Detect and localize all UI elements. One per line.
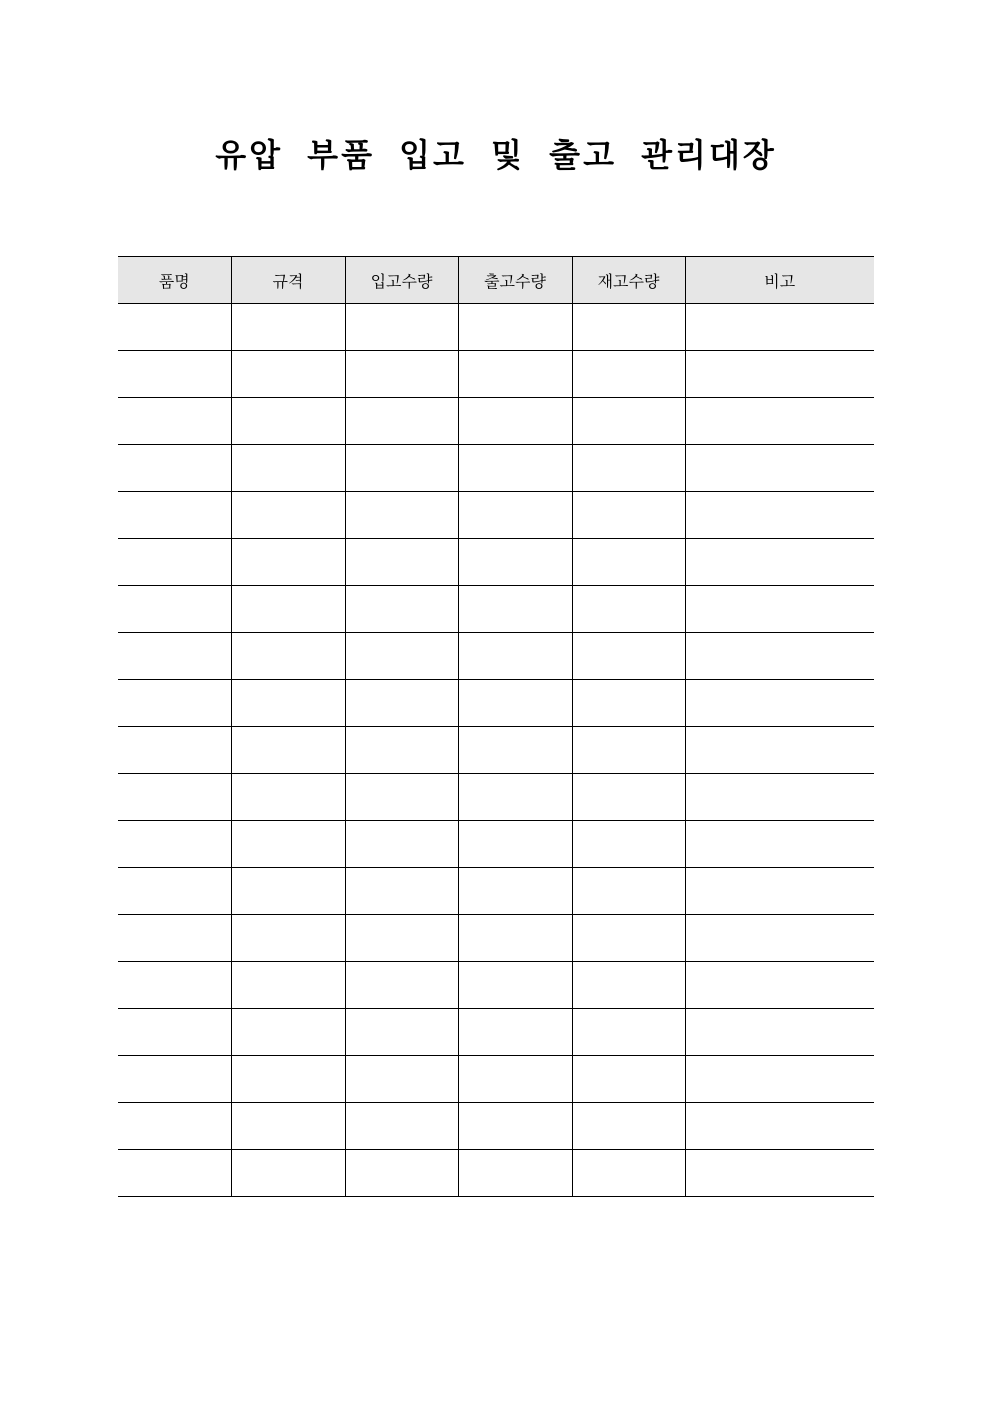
table-row <box>118 445 874 492</box>
cell-outbound-qty[interactable] <box>458 915 572 962</box>
cell-remarks[interactable] <box>685 962 874 1009</box>
column-header-inbound-qty: 입고수량 <box>345 257 458 304</box>
cell-outbound-qty[interactable] <box>458 1103 572 1150</box>
cell-spec[interactable] <box>231 633 345 680</box>
cell-spec[interactable] <box>231 962 345 1009</box>
cell-item-name[interactable] <box>118 304 231 351</box>
cell-outbound-qty[interactable] <box>458 962 572 1009</box>
cell-outbound-qty[interactable] <box>458 868 572 915</box>
cell-inbound-qty[interactable] <box>345 868 458 915</box>
cell-spec[interactable] <box>231 868 345 915</box>
cell-stock-qty[interactable] <box>572 1056 685 1103</box>
table-row <box>118 492 874 539</box>
cell-stock-qty[interactable] <box>572 586 685 633</box>
cell-inbound-qty[interactable] <box>345 539 458 586</box>
cell-outbound-qty[interactable] <box>458 633 572 680</box>
cell-stock-qty[interactable] <box>572 398 685 445</box>
cell-outbound-qty[interactable] <box>458 398 572 445</box>
cell-remarks[interactable] <box>685 1103 874 1150</box>
cell-remarks[interactable] <box>685 774 874 821</box>
cell-outbound-qty[interactable] <box>458 1009 572 1056</box>
cell-outbound-qty[interactable] <box>458 539 572 586</box>
cell-outbound-qty[interactable] <box>458 586 572 633</box>
cell-item-name[interactable] <box>118 680 231 727</box>
cell-stock-qty[interactable] <box>572 1009 685 1056</box>
cell-inbound-qty[interactable] <box>345 1150 458 1197</box>
cell-remarks[interactable] <box>685 868 874 915</box>
column-header-stock-qty: 재고수량 <box>572 257 685 304</box>
cell-remarks[interactable] <box>685 1009 874 1056</box>
cell-inbound-qty[interactable] <box>345 774 458 821</box>
column-header-spec: 규격 <box>231 257 345 304</box>
table-row <box>118 633 874 680</box>
cell-inbound-qty[interactable] <box>345 915 458 962</box>
cell-stock-qty[interactable] <box>572 962 685 1009</box>
column-header-remarks: 비고 <box>685 257 874 304</box>
table-row <box>118 774 874 821</box>
cell-stock-qty[interactable] <box>572 445 685 492</box>
ledger-table <box>118 256 874 1197</box>
cell-remarks[interactable] <box>685 586 874 633</box>
cell-outbound-qty[interactable] <box>458 492 572 539</box>
cell-item-name[interactable] <box>118 774 231 821</box>
cell-inbound-qty[interactable] <box>345 304 458 351</box>
cell-outbound-qty[interactable] <box>458 1150 572 1197</box>
cell-spec[interactable] <box>231 445 345 492</box>
cell-remarks[interactable] <box>685 680 874 727</box>
cell-item-name[interactable] <box>118 633 231 680</box>
cell-inbound-qty[interactable] <box>345 492 458 539</box>
cell-item-name[interactable] <box>118 962 231 1009</box>
table-row <box>118 1150 874 1197</box>
cell-stock-qty[interactable] <box>572 774 685 821</box>
cell-spec[interactable] <box>231 774 345 821</box>
cell-inbound-qty[interactable] <box>345 445 458 492</box>
table-row <box>118 304 874 351</box>
cell-stock-qty[interactable] <box>572 492 685 539</box>
cell-remarks[interactable] <box>685 1150 874 1197</box>
cell-spec[interactable] <box>231 351 345 398</box>
table-row <box>118 680 874 727</box>
cell-spec[interactable] <box>231 680 345 727</box>
cell-spec[interactable] <box>231 1103 345 1150</box>
cell-inbound-qty[interactable] <box>345 633 458 680</box>
cell-spec[interactable] <box>231 1009 345 1056</box>
cell-remarks[interactable] <box>685 727 874 774</box>
cell-stock-qty[interactable] <box>572 1150 685 1197</box>
cell-remarks[interactable] <box>685 633 874 680</box>
table-body <box>118 304 874 1197</box>
cell-remarks[interactable] <box>685 492 874 539</box>
cell-item-name[interactable] <box>118 727 231 774</box>
cell-item-name[interactable] <box>118 586 231 633</box>
cell-stock-qty[interactable] <box>572 351 685 398</box>
cell-stock-qty[interactable] <box>572 727 685 774</box>
cell-inbound-qty[interactable] <box>345 1009 458 1056</box>
cell-outbound-qty[interactable] <box>458 445 572 492</box>
cell-stock-qty[interactable] <box>572 868 685 915</box>
table-row <box>118 586 874 633</box>
table-row <box>118 915 874 962</box>
cell-stock-qty[interactable] <box>572 633 685 680</box>
table-header-row <box>118 257 874 304</box>
cell-stock-qty[interactable] <box>572 680 685 727</box>
cell-outbound-qty[interactable] <box>458 1056 572 1103</box>
cell-item-name[interactable] <box>118 1009 231 1056</box>
cell-outbound-qty[interactable] <box>458 774 572 821</box>
cell-item-name[interactable] <box>118 821 231 868</box>
cell-stock-qty[interactable] <box>572 915 685 962</box>
cell-inbound-qty[interactable] <box>345 1056 458 1103</box>
column-header-outbound-qty: 출고수량 <box>458 257 572 304</box>
table-row <box>118 351 874 398</box>
table-row <box>118 1056 874 1103</box>
cell-outbound-qty[interactable] <box>458 351 572 398</box>
cell-item-name[interactable] <box>118 868 231 915</box>
cell-spec[interactable] <box>231 586 345 633</box>
cell-item-name[interactable] <box>118 1150 231 1197</box>
cell-remarks[interactable] <box>685 821 874 868</box>
cell-outbound-qty[interactable] <box>458 821 572 868</box>
cell-outbound-qty[interactable] <box>458 680 572 727</box>
cell-inbound-qty[interactable] <box>345 351 458 398</box>
cell-spec[interactable] <box>231 821 345 868</box>
cell-inbound-qty[interactable] <box>345 821 458 868</box>
cell-item-name[interactable] <box>118 445 231 492</box>
cell-inbound-qty[interactable] <box>345 680 458 727</box>
cell-spec[interactable] <box>231 539 345 586</box>
cell-spec[interactable] <box>231 398 345 445</box>
page-title: 유압 부품 입고 및 출고 관리대장 <box>215 136 777 174</box>
table-row <box>118 1103 874 1150</box>
cell-remarks[interactable] <box>685 304 874 351</box>
cell-remarks[interactable] <box>685 1056 874 1103</box>
cell-spec[interactable] <box>231 492 345 539</box>
cell-inbound-qty[interactable] <box>345 962 458 1009</box>
cell-item-name[interactable] <box>118 1103 231 1150</box>
cell-spec[interactable] <box>231 727 345 774</box>
cell-stock-qty[interactable] <box>572 1103 685 1150</box>
cell-remarks[interactable] <box>685 539 874 586</box>
cell-remarks[interactable] <box>685 351 874 398</box>
cell-item-name[interactable] <box>118 398 231 445</box>
cell-inbound-qty[interactable] <box>345 727 458 774</box>
cell-stock-qty[interactable] <box>572 304 685 351</box>
cell-item-name[interactable] <box>118 915 231 962</box>
table-row <box>118 962 874 1009</box>
cell-remarks[interactable] <box>685 915 874 962</box>
cell-outbound-qty[interactable] <box>458 304 572 351</box>
cell-item-name[interactable] <box>118 351 231 398</box>
cell-spec[interactable] <box>231 915 345 962</box>
cell-spec[interactable] <box>231 1056 345 1103</box>
table-row <box>118 821 874 868</box>
cell-inbound-qty[interactable] <box>345 398 458 445</box>
table-row <box>118 539 874 586</box>
cell-stock-qty[interactable] <box>572 821 685 868</box>
cell-remarks[interactable] <box>685 445 874 492</box>
column-header-item-name: 품명 <box>118 257 231 304</box>
cell-spec[interactable] <box>231 304 345 351</box>
cell-inbound-qty[interactable] <box>345 1103 458 1150</box>
table-row <box>118 868 874 915</box>
cell-outbound-qty[interactable] <box>458 727 572 774</box>
cell-item-name[interactable] <box>118 1056 231 1103</box>
cell-inbound-qty[interactable] <box>345 586 458 633</box>
table-row <box>118 727 874 774</box>
cell-spec[interactable] <box>231 1150 345 1197</box>
cell-item-name[interactable] <box>118 539 231 586</box>
cell-stock-qty[interactable] <box>572 539 685 586</box>
cell-remarks[interactable] <box>685 398 874 445</box>
table-row <box>118 1009 874 1056</box>
table-row <box>118 398 874 445</box>
cell-item-name[interactable] <box>118 492 231 539</box>
